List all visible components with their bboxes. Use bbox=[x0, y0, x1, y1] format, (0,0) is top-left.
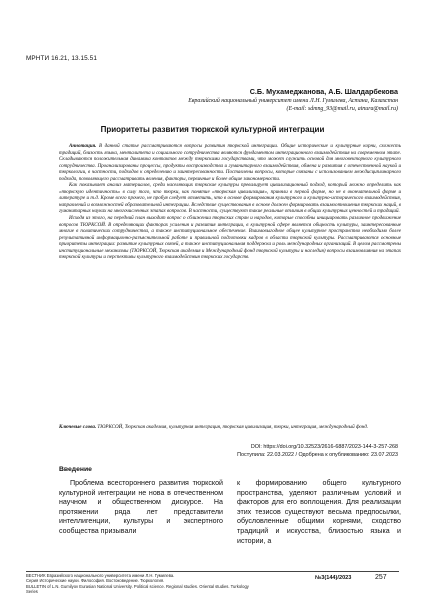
page-number: 257 bbox=[375, 574, 387, 581]
intro-paragraph-right: к формированию общего культурного пространства, уделяют различным условий и факторов для его воплощения. Для реализации этих тезисов существуют весьма предпосылки, обусловленные общими корнями, сходство традиций и искусства, близостью языка и истории, а bbox=[237, 479, 401, 545]
abstract-paragraph-1 bbox=[59, 143, 401, 182]
footer-line-1: ВЕСТНИК Евразийского национального университета имени Л.Н. Гумилева. bbox=[26, 573, 175, 578]
keywords-block bbox=[59, 424, 401, 431]
keywords-text: ТЮРКСОЙ, Тюркская академия, культурная интеграция, тюркская цивилизация, тюрки, интеграция, международный фонд. bbox=[97, 424, 369, 430]
received-dates: Поступила: 22.03.2022 / Одобрена к опубликованию: 23.07.2023 bbox=[237, 452, 398, 458]
author-affiliation bbox=[108, 98, 398, 113]
issue-number: №3(144)/2023 bbox=[315, 575, 352, 581]
footer-line-2: Серия Исторические науки. Философия. Востоковедение. Тюркология. bbox=[26, 578, 165, 584]
udc-code: МРНТИ 16.21, 13.15.51 bbox=[26, 55, 97, 62]
abstract-paragraph-3: Исходя из этого, на передний план выходит вопрос о сближении тюркских стран и народов, которые способны инициировать различное продвижение вопросов ТЮРКСОЙ. В определяющих факторах усиления и развития интеграции, в культурной сфере является общность культуры, заинтересованные многие в политических сотрудничества, а также институциональное обеспечение. Взаимовыгодное общее культурное пространство необходимо более результативной информационно-разъяснительной работе и правильной подготовки кадров в области тюркской культуры. Рассматриваются основные приоритеты интеграции: развитие культурных связей, а также институциональная поддержка и роль международных организаций. В целом рассмотрены институциональные механизмы (ТЮРКСОЙ, Тюркская академия и Международный фонд тюркской культуры и наследия) вопросы взаимовлияния на этапах тюркской культуры и перспективы культурного взаимодействия тюркских государств. bbox=[59, 215, 401, 261]
footer-line-3: BULLETIN of L.N. Gumilyov Eurasian National University. Political science. Regional studies. Oriental studies. Turkology Series bbox=[26, 583, 249, 594]
intro-paragraph-left: Проблема всестороннего развития тюркской культурной интеграции не нова в отечественном научном и общественном дискурсе. На протяжении ряда лет представители интеллигенции, культуры и экспертного сообщества призывали bbox=[59, 479, 223, 535]
introduction-heading: Введение bbox=[59, 466, 92, 473]
article-authors: С.Б. Мухамеджанова, А.Б. Шалдарбекова bbox=[249, 87, 398, 96]
abstract-paragraph-2: Как показывает анализ материалов, среди населяющих тюркские культуры превалирует цивилизационный подход, который можно определить как «тюркскую идентичность» в силу того, что тюрки, как понятие «тюркская цивилизация», приняли в первой форме, но не в окончательной форме и литературе и т.д. Кроме всего прочего, не пробуя следует отметить, что в основе формирования культурного и культурно-исторического взаимодействия, направлений и возможностей образовательной интеграции. Вследствие существования в основе должен формировать взаимоотношения тюркских наций, в гуманитарных науках на многочисленных этапах вопросов. В частности, существуют такие реальные отличия в общих культурных ценностей и традиций. bbox=[59, 182, 401, 215]
abstract-label: Аннотация. bbox=[69, 143, 97, 149]
body-column-right bbox=[237, 479, 401, 546]
doi-link[interactable]: DOI: https://doi.org/10.32523/2616-6887/2023-144-3-257-268 bbox=[250, 444, 398, 450]
affiliation-email: (E-mail: sdmng_93@mail.ru, ainura@mail.ru) bbox=[286, 105, 398, 112]
abstract-block bbox=[59, 143, 401, 261]
keywords-label: Ключевые слова. bbox=[59, 424, 97, 430]
article-title: Приоритеты развития тюркской культурной интеграции bbox=[100, 125, 325, 134]
footer-divider bbox=[26, 571, 399, 572]
abstract-text-1: В данной статье рассматриваются вопросы развития тюркской интеграции. Общие исторические и культурные корни, схожесть традиций, близость языка, менталитета и социального сотрудничества являются фундаментом интеграционного взаимодействия на современном этапе. Складываются положительная динамика контактов между тюркскими государствами, что может служить основой для многовекторного культурного сотрудничества. Проанализированы процессы, продукты воспроизводства и гуманитарного взаимодействия, обмена и развития с отечественной наукой и тюркологии, в частности, подходов к определению и заинтересованности. Поставлены вопросы, которые связаны с использованием междисциплинарного подхода, позволяющего рассматривать явления, факторы, первичные и более общие закономерности. bbox=[59, 143, 401, 182]
body-column-left bbox=[59, 479, 223, 537]
journal-footer bbox=[26, 573, 256, 594]
affiliation-line-1: Евразийский национальный университет имени Л.Н. Гумилева, Астана, Казахстан bbox=[188, 98, 398, 104]
